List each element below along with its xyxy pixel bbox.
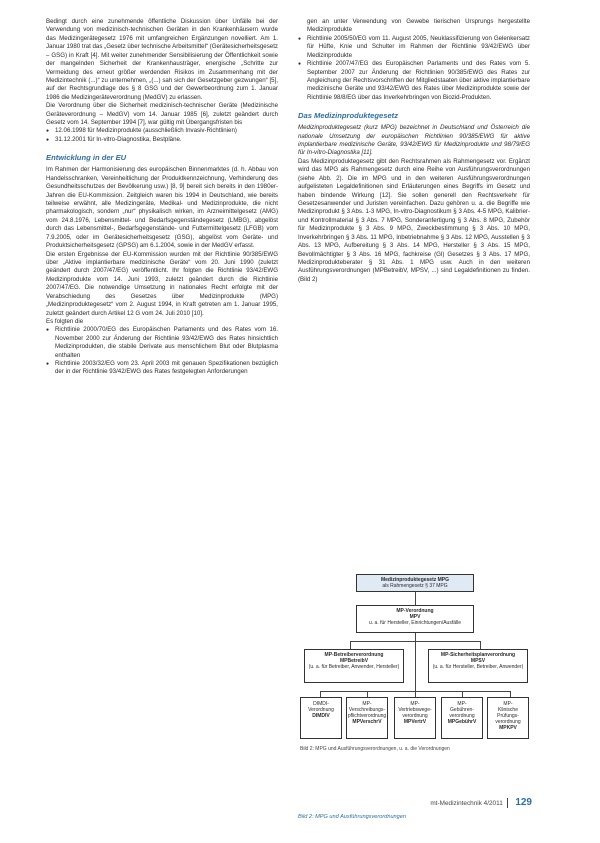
- bullet-item: ● Richtlinie 2000/70/EG des Europäischen Parlaments und des Rates vom 16. November 2000 zur Änderung der Richtlinie 93/42/EWG des Rates hinsichtlich Medizinprodukten, die stabile Derivate aus menschlichem Blut oder Blutplasma enthalten: [46, 326, 278, 360]
- mpvertrv-box: MP- Vertriebswege-verordnung MPVertrV: [394, 697, 436, 739]
- right-column: [298, 18, 530, 284]
- paragraph: Im Rahmen der Harmonisierung des europäischen Binnenmarktes (d. h. Abbau von Handelsschranken, Vereinheitlichung der Produktkennzeichnung, Verhinderung des Gesundheitsschutzes der Bevölkerung usw.) [8, 9] bereit sich bereits in den 1980er-Jahren die EU-Kommission. Zeitgleich waren bis 1994 in Deutschland, wie bereits teilweise erwähnt, alle Medizingeräte, Medikal- und Medizinprodukte, die nicht pharmakologisch, sondern „nur“ physikalisch wirken, im Arzneimittelgesetz (AMG) vom 24.8.1976, Lebensmittel- und Bedarfsgegenständegesetz (LMBG), abgelöst durch das Lebensmittel-, Bedarfsgegenstände- und Futtermittelgesetz (LFGB) vom 7.9.2005, oder im Gerätesicherheitsgesetz (GSG), abgelöst vom Geräte- und Produktsicherheitsgesetz (GPSG) am 6.1.2004, sowie in der MedGV erfasst.: [46, 166, 278, 250]
- mpv-box: MP-Verordnung MPV u. a. für Hersteller, Einrichtungen/Ausfälle: [356, 605, 474, 633]
- paragraph: Es folgten die: [46, 317, 84, 325]
- mpbetreibv-box: MP-Betreiberverordnung MPBetreibV (u. a. für Betreiber, Anwender, Hersteller): [304, 649, 404, 683]
- bullet-item: ● Richtlinie 2005/50/EG vom 11. August 2005, Neuklassifizierung von Gelenkersatz für Hüfte, Knie und Schulter im Rahmen der Richtlinie 93/42/EWG über Medizinprodukte: [298, 35, 530, 60]
- section-heading: Entwicklung in der EU: [46, 153, 127, 163]
- page-number: 129: [515, 797, 532, 808]
- mpgebuehrv-box: MP- Gebühren-verordnung MPGebührV: [441, 697, 483, 739]
- paragraph: Das Medizinproduktegesetz gibt den Rechtsrahmen als Rahmengesetz vor. Ergänzt wird das MPG als Rahmengesetz durch eine Reihe von Ausführungsverordnungen (siehe Abb. 2). Die im MPG und in den weiteren Ausführungsverordnungen aufgelisteten Legaldefinitionen sind Erläuterungen eines Begriffs im Gesetz und haben bindende Wirkung [12]. Sie sollen generell den Rechtsverkehr für Gesetzesanwender und Juristen vereinfachen. Dazu gehören u. a. die Begriffe wie Medizinprodukt § 3 Abs. 1-3 MPG, In-vitro-Diagnostikum § 3 Abs. 4-5 MPG, Kalibrier- und Kontrollmaterial § 3 Abs. 7 MPG, Sonderanfertigung § 3 Abs. 8 MPG, Zubehör für Medizinprodukte § 3 Abs. 9 MPG, Zweckbestimmung § 3 Abs. 10 MPG, Inverkehrbringen § 3 Abs. 11 MPG, Inbetriebnahme § 3 Abs. 12 MPG, Ausstellen § 3 Abs. 13 MPG, Aufbereitung § 3 Abs. 14 MPG, Hersteller § 3 Abs. 15 MPG, Bevollmächtigter § 3 Abs. 16 MPG, fachkreise (Gl) Gesetzes § 3 Abs. 17 MPG, Medizinprodukteberater § 31 Abs. 1 MPG usw. Auch in den weiteren Ausführungsverordnungen (MPBetreibV, MPSV, ...) sind Legaldefinitionen zu finden. (Bild 2): [298, 157, 530, 283]
- figure-caption: Bild 2: MPG und Ausführungsverordnungen: [298, 814, 407, 820]
- paragraph: gen an unter Verwendung von Gewebe tierischen Ursprungs hergestellte Medizinprodukte: [307, 18, 530, 34]
- bullet-item: ● Richtlinie 2003/32/EG vom 23. April 2003 mit genauen Spezifikationen bezüglich der in der Richtlinie 93/42/EWG des Rates festgelegten Anforderungen: [46, 360, 278, 377]
- mpverschrv-box: MP- Verschreibungs-pflichtverordnung MPVerschrV: [346, 697, 388, 739]
- intro-paragraph: Medizinproduktegesetz (kurz MPG) bezeichnet in Deutschland und Österreich die nationale Umsetzung der europäischen Richtlinien 90/385/EWG für aktive implantierbare medizinische Geräte, 93/42/EWG für Medizinprodukte und 98/79/EG für In-vitro-Diagnostika [11].: [298, 124, 530, 157]
- mpg-diagram: [298, 572, 530, 808]
- bullet-item: ● 31.12.2001 für In-vitro-Diagnostika, Bestpläne.: [46, 136, 278, 144]
- left-column: [46, 18, 278, 377]
- paragraph: Bedingt durch eine zunehmende öffentliche Diskussion über Unfälle bei der Verwendung von medizinisch-technischen Geräten in den Krankenhäusern wurde das Medizingerätegesetz 1976 mit umfangreichen Ergänzungen novelliert. Am 1. Januar 1980 trat das „Gesetz über technische Arbeitsmittel“ (Gerätesicherheitsgesetz – GSG) in Kraft [4]. Mit weiter zunehmender Sensibilisierung der Öffentlichkeit sowie der mangelnden Sicherheit der Krankenhausträger, energische „Schritte zur Vermeidung des erneut größer werdenden Risikos im Zusammenhang mit der Medizintechnik (...)“ zu unternehmen, „(...) sah sich der Gesetzgeber gezwungen“ [5], auf der Rechtsgrundlage des § 8 GSG und der Gewerbeordnung zum 1. Januar 1986 die Medizingeräteverordnung (MedGV) zu erlassen.: [46, 18, 278, 101]
- bullet-item: ● Richtlinie 2007/47/EG des Europäischen Parlaments und des Rates vom 5. September 2007 zur Änderung der Richtlinien 90/385/EWG des Rates zur Angleichung der Rechtsvorschriften der Mitgliedstaaten über aktive implantierbare medizinische Geräte und 93/42/EWG des Rates über Medizinprodukte sowie der Richtlinie 98/8/EG über das Inverkehrbringen von Biozid-Produkten.: [298, 60, 530, 102]
- bullet-item: ● 12.06.1998 für Medizinprodukte (ausschließlich Invasiv-Richtlinien): [46, 127, 278, 135]
- mpsv-box: MP-Sicherheitsplanverordnung MPSV (u. a. für Hersteller, Betreiber, Anwender): [428, 649, 528, 683]
- paragraph: Die ersten Ergebnisse der EU-Kommission wurden mit der Richtlinie 90/385/EWG über „Aktive implantierbare medizinische Geräte“ vom 20. Juni 1990 (zuletzt geändert durch 2007/47/EG) veröffentlicht. Ihr folgten die Richtlinie 93/42/EWG Medizinprodukte vom 14. Juni 1993, zuletzt geändert durch die Richtlinie 2007/47/EG. Die notwendige Umsetzung in nationales Recht erfolgte mit der Verabschiedung des Gesetzes über Medizinprodukte (MPG) „Medizinproduktegesetz“ vom 2. August 1994, in Kraft getreten am 1. Januar 1995, zuletzt geändert durch Artikel 12 G vom 24. Juli 2010 [10].: [46, 250, 278, 317]
- mpkpv-box: MP- Klinische Prüfungs-verordnung MPKPV: [487, 697, 529, 739]
- section-heading: Das Medizinproduktegesetz: [298, 111, 399, 121]
- diagram-footnote: Bild 2: MPG und Ausführungsverordnungen, u. a. die Verordnungen: [300, 746, 450, 752]
- paragraph: Die Verordnung über die Sicherheit medizinisch-technischer Geräte (Medizinische Geräteverordnung – MedGV) vom 14. Januar 1985 [6], zuletzt geändert durch Gesetz vom 14. September 1994 [7], war gültig mit Übergangsfristen bis: [46, 102, 278, 127]
- mpg-box: Medizinproduktegesetz MPG als Rahmengesetz § 37 MPG: [356, 574, 474, 592]
- journal-name: mt-Medizintechnik 4/2011: [430, 800, 503, 807]
- dimdiv-box: DIMDI- Verordnung DIMDIV: [300, 697, 342, 739]
- page-footer: [430, 797, 532, 808]
